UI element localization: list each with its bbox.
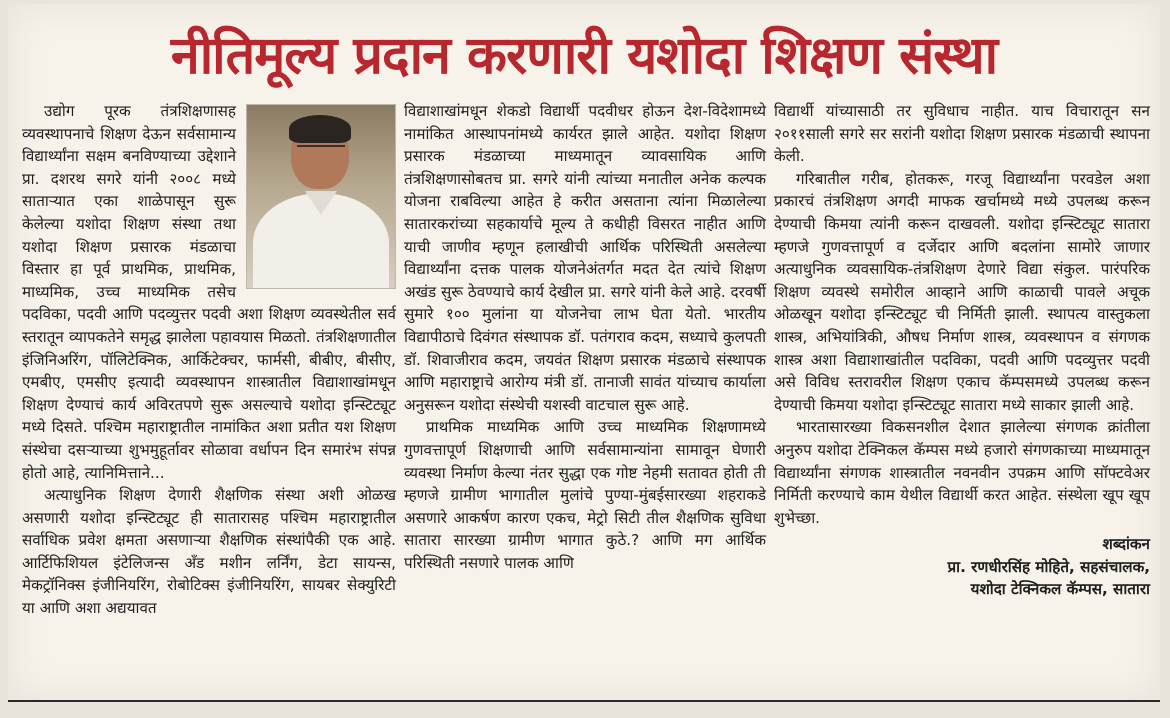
portrait-photo [246,104,396,289]
headline: नीतिमूल्य प्रदान करणारी यशोदा शिक्षण संस्था [170,26,998,86]
col1-paragraph-1 [22,100,396,484]
column-3 [774,100,1150,601]
photo-hair [289,115,351,143]
bottom-divider [8,700,1160,702]
col3-paragraph-3: भारतासारख्या विकसनशील देशात झालेल्या संगणक क्रांतीला अनुरुप यशोदा टेक्निकल कॅम्पस मध्ये हजारो संगणकाच्या माध्यमातून विद्यार्थ्यांना संगणक शास्त्रातील नवनवीन उपक्रम आणि सॉफ्टवेअर निर्मिती करण्याचे काम येथील विद्यार्थी करत आहेत. संस्थेला खूप खूप शुभेच्छा. [774,418,1150,527]
col1-text-1: उद्योग पूरक तंत्रशिक्षणासह व्यवस्थापनाचे शिक्षण देऊन सर्वसामान्य विद्यार्थ्यांना सक्षम बनविण्याच्या उद्देशाने प्रा. दशरथ सगरे यांनी २००८ मध्ये सातार्‍यात एका शाळेपासून सुरू केलेल्या यशोदा शिक्षण संस्था तथा यशोदा शिक्षण प्रसारक मंडळाचा विस्तार हा पूर्व प्राथमिक, प्राथमिक, माध्यमिक, उच्च माध्यमिक तसेच पदविका, पदवी आणि पदव्युत्तर पदवी अशा शिक्षण व्यवस्थेतील सर्व स्तरातून व्यापकतेने समृद्ध झालेला पहावयास मिळतो. तंत्रशिक्षणातील इंजिनिअरिंग, पॉलिटेक्निक, आर्किटेक्चर, फार्मसी, बीबीए, बीसीए, एमबीए, एमसीए इत्यादी व्यवस्थापन शास्त्रातील विद्याशाखांमधून शिक्षण देण्याचं कार्य अविरतपणे सुरू असल्याचे यशोदा इन्स्टिट्यूट मध्ये दिसते. पश्चिम महाराष्ट्रातील नामांकित अशा प्रतीत यश शिक्षण संस्थेचा दसऱ्याच्या शुभमुहूर्तावर सोळावा वर्धापन दिन समारंभ संपन्न होतो आहे, त्यानिमित्ताने... [22,102,396,482]
byline-author: प्रा. रणधीरसिंह मोहिते, सहसंचालक, [947,557,1150,576]
col2-paragraph-1: विद्याशाखांमधून शेकडो विद्यार्थी पदवीधर होऊन देश-विदेशामध्ये नामांकित आस्थापनांमध्ये कार्यरत झाले आहेत. यशोदा शिक्षण प्रसारक मंडळाच्या माध्यमातून व्यावसायिक आणि तंत्रशिक्षणासोबतच प्रा. सगरे यांनी त्यांच्या मनातील अनेक कल्पक योजना राबविल्या आहेत हे करीत असताना त्यांना मिळालेल्या सातारकरांच्या सहकार्याचे मूल्य ते कधीही विसरत नाहीत आणि याची जाणीव म्हणून हलाखीची आर्थिक परिस्थिती असलेल्या विद्यार्थ्यांना दत्तक पालक योजनेअंतर्गत मदत देत त्यांचे शिक्षण अखंड सुरू ठेवण्याचे कार्य देखील प्रा. सगरे यांनी केले आहे. दरवर्षी सुमारे १०० मुलांना या योजनेचा लाभ घेता येतो. भारतीय विद्यापीठाचे दिवंगत संस्थापक डॉ. पतंगराव कदम, सध्याचे कुलपती डॉ. शिवाजीराव कदम, जयवंत शिक्षण प्रसारक मंडळाचे संस्थापक आणि महाराष्ट्राचे आरोग्य मंत्री डॉ. तानाजी सावंत यांच्याच कार्याला अनुसरून यशोदा संस्थेची यशस्वी वाटचाल सुरू आहे. [404,102,766,414]
col1-paragraph-2: अत्याधुनिक शिक्षण देणारी शैक्षणिक संस्था अशी ओळख असणारी यशोदा इन्स्टिट्यूट ही सातारासह पश्चिम महाराष्ट्रातील सर्वाधिक प्रवेश क्षमता असणाऱ्या शैक्षणिक संस्थांपैकी एक आहे. आर्टिफिशियल इंटेलिजन्स अँड मशीन लर्निंग, डेटा सायन्स, मेकट्रॉनिक्स इंजीनियरिंग, रोबोटिक्स इंजीनियरिंग, सायबर सेक्युरिटी या आणि अशा अद्ययावत [22,486,396,618]
column-1 [22,100,396,620]
col2-paragraph-2: प्राथमिक माध्यमिक आणि उच्च माध्यमिक शिक्षणामध्ये गुणवत्तापूर्ण शिक्षणाची आणि सर्वसामान्यांना सामावून घेणारी व्यवस्था निर्माण केल्या नंतर सुद्धा एक गोष्ट नेहमी सतावत होती ती म्हणजे ग्रामीण भागातील मुलांचे पुण्या-मुंबईसारख्या शहराकडे असणारे आकर्षण कारण एकच, मेट्रो सिटी तील शैक्षणिक सुविधा सातारा सारख्या ग्रामीण भागात कुठे.? आणि मग आर्थिक परिस्थिती नसणारे पालक आणि [404,418,766,572]
newspaper-clipping [8,4,1160,700]
byline-affiliation: यशोदा टेक्निकल कॅम्पस, सातारा [970,580,1150,599]
photo-glasses [297,145,345,157]
col3-paragraph-2: गरिबातील गरीब, होतकरू, गरजू विद्यार्थ्यांना परवडेल अशा प्रकारचं तंत्रशिक्षण अगदी माफक खर्चामध्ये मध्ये उपलब्ध करून देण्याची किमया त्यांनी करून दाखवली. यशोदा इन्स्टिट्यूट सातारा म्हणजे गुणवत्तापूर्ण व दर्जेदार आणि बदलांना सामोरे जाणार अत्याधुनिक व्यवसायिक-तंत्रशिक्षण देणारे विद्या संकुल. पारंपरिक शिक्षण व्यवस्थे समोरील आव्हाने आणि काळाची पावले अचूक ओळखून यशोदा इन्स्टिट्यूट ची निर्मिती झाली. स्थापत्य वास्तुकला शास्त्र, अभियांत्रिकी, औषध निर्माण शास्त्र, व्यवस्थापन व संगणक शास्त्र अशा विद्याशाखांतील पदविका, पदवी आणि पदव्युत्तर पदवी असे विविध स्तरावरील शिक्षण एकाच कॅम्पसमध्ये उपलब्ध करून देण्याची किमया यशोदा इन्स्टिट्यूट सातारा मध्ये साकार झाली आहे. [774,169,1150,414]
column-2 [404,100,766,574]
col3-paragraph-1: विद्यार्थी यांच्यासाठी तर सुविधाच नाहीत. याच विचारातून सन २०११साली सगरे सर सरांनी यशोदा शिक्षण प्रसारक मंडळाची स्थापना केली. [774,102,1150,166]
byline-label: शब्दांकन [1102,535,1150,554]
